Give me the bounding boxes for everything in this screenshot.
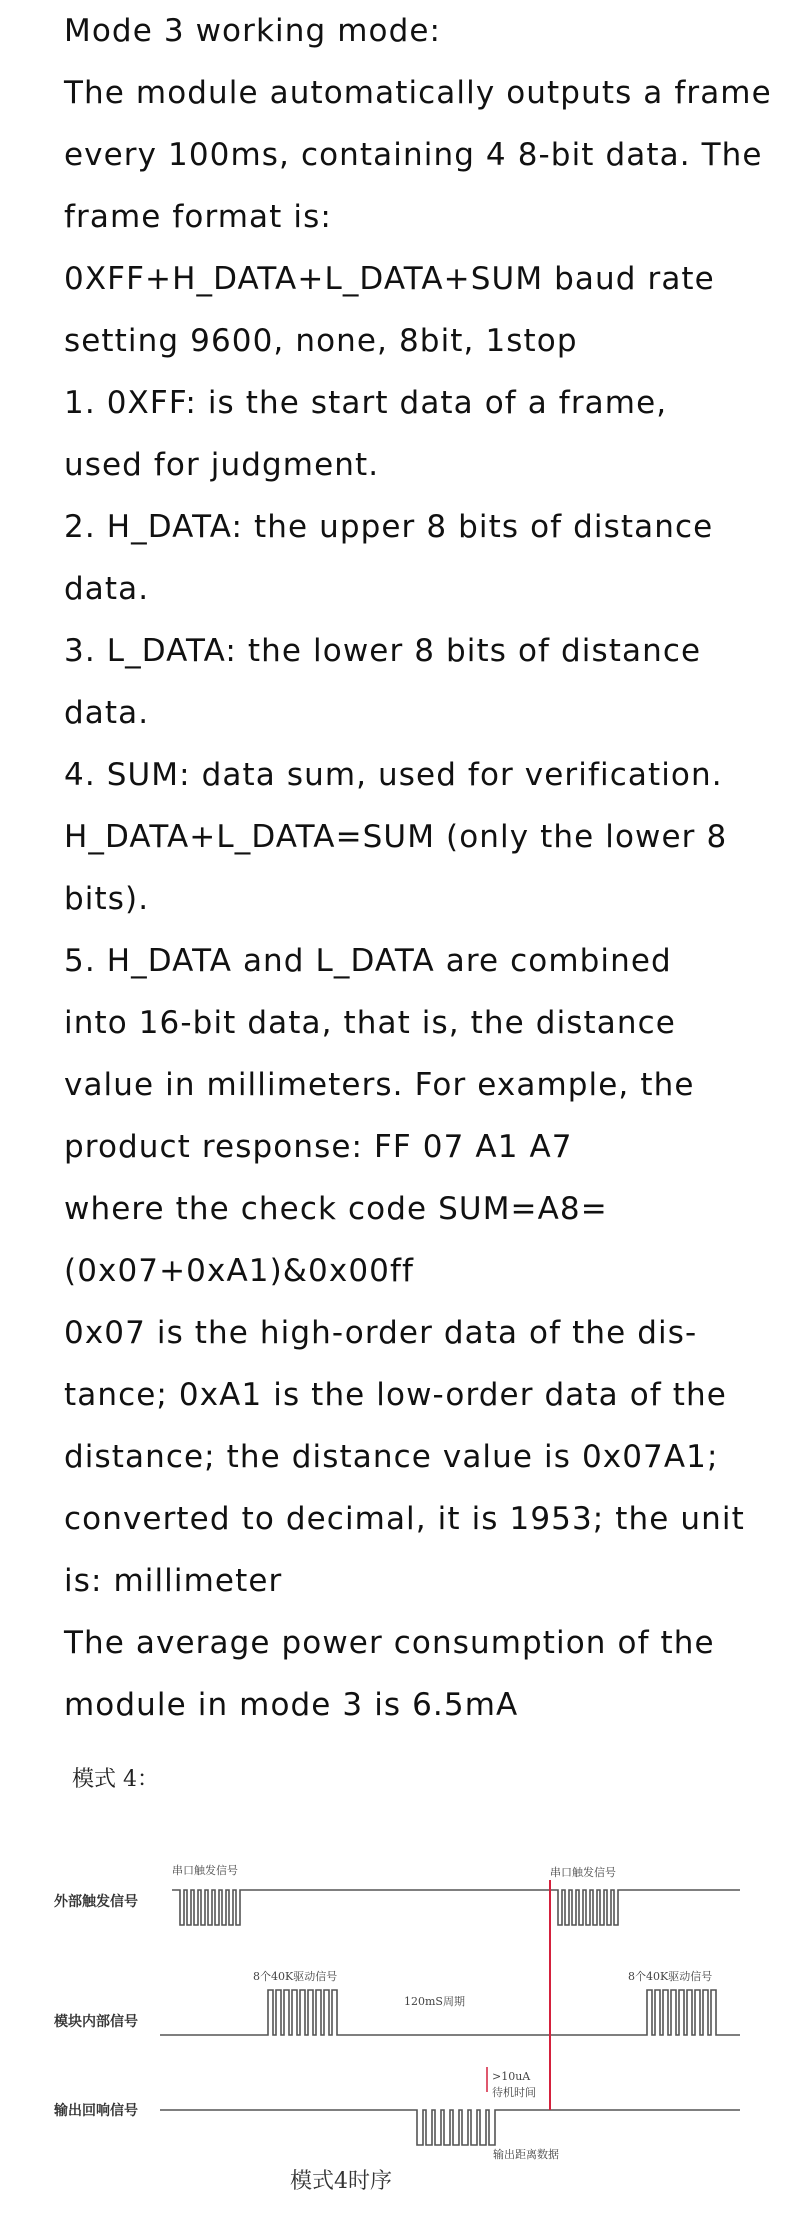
text-line: converted to decimal, it is 1953; the unit <box>64 1501 745 1537</box>
mode4-timing-diagram <box>0 1840 790 2234</box>
external-trigger-signal <box>172 1890 740 1925</box>
text-line: frame format is: <box>64 199 332 235</box>
text-line: 4. SUM: data sum, used for verification. <box>64 757 723 793</box>
text-line: (0x07+0xA1)&0x00ff <box>64 1253 414 1289</box>
text-line: The average power consumption of the <box>64 1625 715 1661</box>
text-line: product response: FF 07 A1 A7 <box>64 1129 573 1165</box>
text-line: is: millimeter <box>64 1563 283 1599</box>
serial-trigger-label-1: 串口触发信号 <box>172 1864 238 1877</box>
diagram-caption: 模式4时序 <box>290 2169 392 2194</box>
text-line: module in mode 3 is 6.5mA <box>64 1687 519 1723</box>
drive-signal-label-1: 8个40K驱动信号 <box>253 1970 338 1983</box>
text-line: data. <box>64 571 150 607</box>
period-label: 120mS周期 <box>404 1995 465 2008</box>
text-line: value in millimeters. For example, the <box>64 1067 695 1103</box>
external-trigger-label: 外部触发信号 <box>54 1894 138 1910</box>
text-line: every 100ms, containing 4 8-bit data. The <box>64 137 763 173</box>
standby-time-label: 待机时间 <box>492 2086 536 2099</box>
text-line: where the check code SUM=A8= <box>64 1191 608 1227</box>
module-internal-label: 模块内部信号 <box>54 2014 138 2030</box>
output-distance-label: 输出距离数据 <box>493 2148 559 2161</box>
text-line: setting 9600, none, 8bit, 1stop <box>64 323 578 359</box>
text-line: 2. H_DATA: the upper 8 bits of distance <box>64 509 714 545</box>
text-line: tance; 0xA1 is the low-order data of the <box>64 1377 727 1413</box>
drive-signal-label-2: 8个40K驱动信号 <box>628 1970 713 1983</box>
text-line: bits). <box>64 881 150 917</box>
text-line: data. <box>64 695 150 731</box>
mode4-heading: 模式 4： <box>72 1767 159 1792</box>
output-echo-label: 输出回响信号 <box>54 2103 138 2119</box>
text-line: 1. 0XFF: is the start data of a frame, <box>64 385 668 421</box>
text-line: The module automatically outputs a frame <box>64 75 772 111</box>
mode3-description <box>64 0 772 1736</box>
standby-current-label: >10uA <box>492 2070 531 2083</box>
text-line: 3. L_DATA: the lower 8 bits of distance <box>64 633 702 669</box>
text-line: H_DATA+L_DATA=SUM (only the lower 8 <box>64 819 728 855</box>
text-line: 0XFF+H_DATA+L_DATA+SUM baud rate <box>64 261 715 297</box>
text-line: 5. H_DATA and L_DATA are combined <box>64 943 672 979</box>
text-line: 0x07 is the high-order data of the dis- <box>64 1315 698 1351</box>
text-line: into 16-bit data, that is, the distance <box>64 1005 676 1041</box>
text-line: used for judgment. <box>64 447 380 483</box>
output-echo-signal <box>160 2110 740 2145</box>
text-line: Mode 3 working mode: <box>64 13 442 49</box>
text-line: distance; the distance value is 0x07A1; <box>64 1439 719 1475</box>
serial-trigger-label-2: 串口触发信号 <box>550 1866 616 1879</box>
